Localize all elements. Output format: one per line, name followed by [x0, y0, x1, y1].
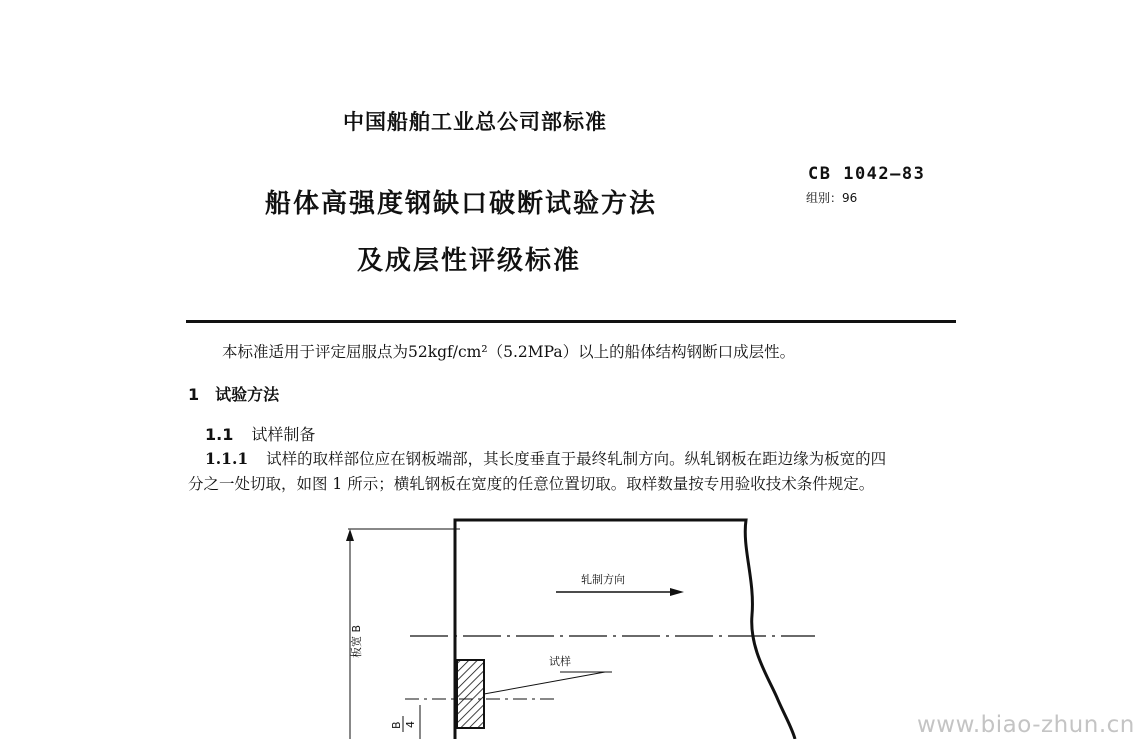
specimen-hatched-block [457, 660, 484, 728]
standard-code: CB 1042—83 [808, 164, 926, 184]
dimension-arrowhead [346, 529, 354, 541]
group-number: 组别：96 [806, 191, 858, 205]
section-1-1-1-text-line1: 试样的取样部位应在钢板端部，其长度垂直于最终轧制方向。纵轧钢板在距边缘为板宽的四 [266, 450, 887, 468]
site-watermark: www.biao-zhun.cn [917, 712, 1135, 738]
plate-width-label: 板宽 B [350, 624, 363, 658]
organization-header: 中国船舶工业总公司部标准 [343, 110, 607, 134]
rolling-direction-arrowhead [670, 588, 684, 596]
document-title-line1: 船体高强度钢缺口破断试验方法 [265, 189, 658, 219]
quarter-fraction-denominator: 4 [404, 721, 417, 728]
section-1-1-1-line2: 分之一处切取，如图 1 所示；横轧钢板在宽度的任意位置切取。取样数量按专用验收技术条件规定。 [188, 475, 875, 493]
specimen-leader-line [484, 672, 605, 694]
document-title-line2: 及成层性评级标准 [357, 246, 582, 276]
plate-outline [455, 520, 795, 739]
section-1-1-number: 1.1 [205, 425, 234, 444]
specimen-label: 试样 [549, 655, 571, 668]
section-1-heading: 1 试验方法 [188, 385, 280, 404]
intro-paragraph: 本标准适用于评定屈服点为52kgf/cm²（5.2MPa）以上的船体结构钢断口成层性。 [222, 343, 796, 361]
section-1-1-title: 试样制备 [251, 425, 316, 444]
rolling-direction-label: 轧制方向 [581, 573, 625, 586]
quarter-fraction-numerator: B [390, 721, 403, 729]
section-1-1-1-number: 1.1.1 [205, 449, 249, 468]
